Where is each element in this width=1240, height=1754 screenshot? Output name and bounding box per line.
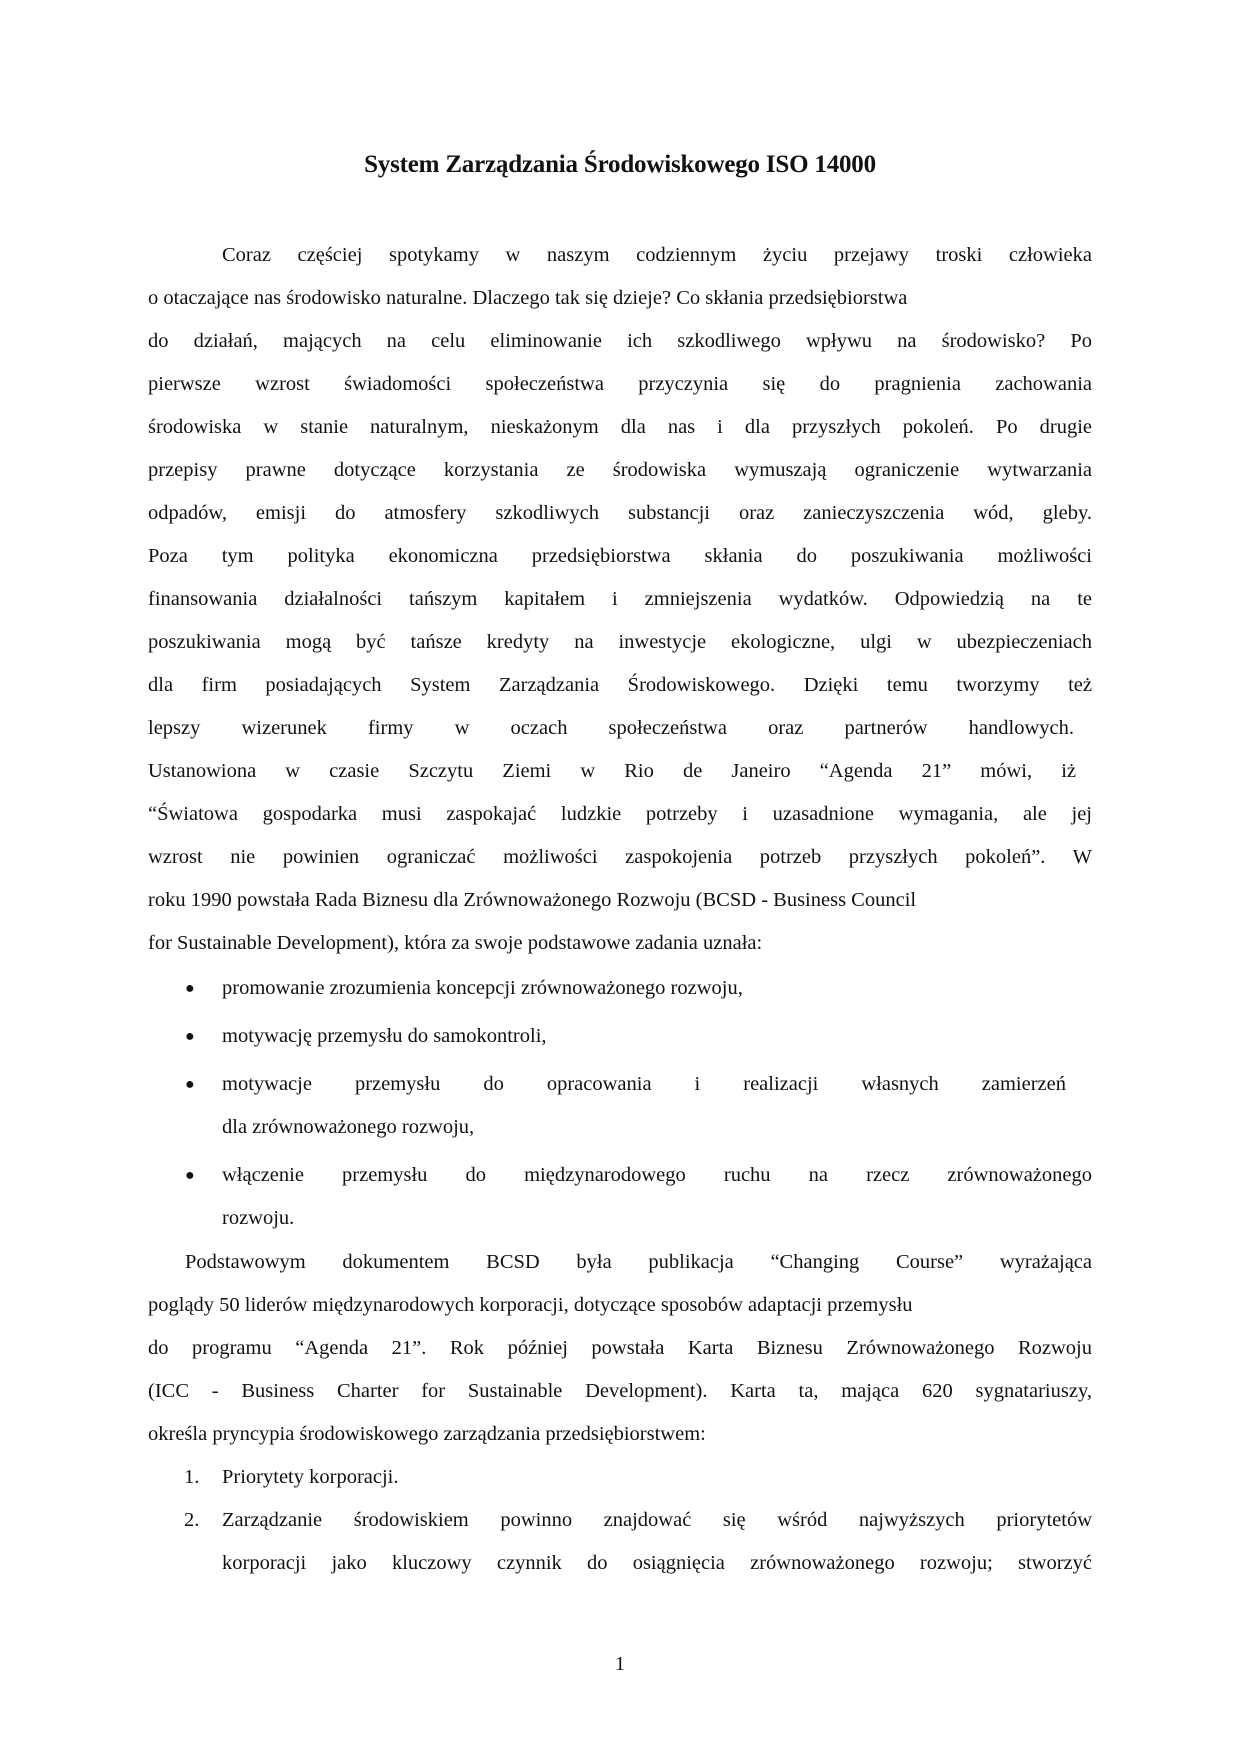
text-line: finansowania działalności tańszym kapitałem i zmniejszenia wydatków. Odpowiedzią na te xyxy=(148,588,1092,610)
paragraph-1 xyxy=(148,234,1092,965)
text-line: poszukiwania mogą być tańsze kredyty na inwestycje ekologiczne, ulgi w ubezpieczeniach xyxy=(148,631,1092,653)
text-line: Poza tym polityka ekonomiczna przedsiębiorstwa skłania do poszukiwania możliwości xyxy=(148,545,1092,567)
text-line: dla zrównoważonego rozwoju, xyxy=(222,1116,475,1138)
bullet-icon: ● xyxy=(185,1076,195,1093)
text-line: do działań, mających na celu eliminowanie ich szkodliwego wpływu na środowisko? Po xyxy=(148,330,1092,352)
text-line: Podstawowym dokumentem BCSD była publikacja “Changing Course” wyrażająca xyxy=(185,1251,1092,1273)
text-line: do programu “Agenda 21”. Rok później powstała Karta Biznesu Zrównoważonego Rozwoju xyxy=(148,1337,1092,1359)
text-line: Ustanowiona w czasie Szczytu Ziemi w Rio de Janeiro “Agenda 21” mówi, iż xyxy=(148,760,1076,782)
numbered-list xyxy=(148,1456,1092,1585)
list-item xyxy=(148,967,1092,1010)
list-item xyxy=(148,1456,1092,1499)
text-line: dla firm posiadających System Zarządzania Środowiskowego. Dzięki temu tworzymy też xyxy=(148,674,1092,696)
text-line: określa pryncypia środowiskowego zarządzania przedsiębiorstwem: xyxy=(148,1423,706,1445)
bullet-icon: ● xyxy=(185,1167,195,1184)
text-line: wzrost nie powinien ograniczać możliwości zaspokojenia potrzeb przyszłych pokoleń”. W xyxy=(148,846,1092,868)
text-line: włączenie przemysłu do międzynarodowego ruchu na rzecz zrównoważonego xyxy=(222,1164,1092,1186)
text-line: odpadów, emisji do atmosfery szkodliwych substancji oraz zanieczyszczenia wód, gleby. xyxy=(148,502,1092,524)
text-line: korporacji jako kluczowy czynnik do osiągnięcia zrównoważonego rozwoju; stworzyć xyxy=(222,1552,1092,1574)
text-line: motywacje przemysłu do opracowania i realizacji własnych zamierzeń xyxy=(222,1073,1066,1095)
text-line: motywację przemysłu do samokontroli, xyxy=(222,1025,547,1047)
text-line: przepisy prawne dotyczące korzystania ze środowiska wymuszają ograniczenie wytwarzania xyxy=(148,459,1092,481)
list-item xyxy=(148,1499,1092,1585)
bullet-icon: ● xyxy=(185,1028,195,1045)
text-line: pierwsze wzrost świadomości społeczeństwa przyczynia się do pragnienia zachowania xyxy=(148,373,1092,395)
text-line: o otaczające nas środowisko naturalne. Dlaczego tak się dzieje? Co skłania przedsiębiorstwa xyxy=(148,287,908,309)
text-line: Coraz częściej spotykamy w naszym codziennym życiu przejawy troski człowieka xyxy=(222,244,1092,266)
list-number: 1. xyxy=(184,1466,200,1488)
list-item xyxy=(148,1154,1092,1240)
document-title: System Zarządzania Środowiskowego ISO 14000 xyxy=(364,151,876,178)
paragraph-2 xyxy=(148,1241,1092,1456)
bullet-icon: ● xyxy=(185,980,195,997)
list-item xyxy=(148,1015,1092,1058)
page-number: 1 xyxy=(614,1653,626,1675)
text-line: (ICC - Business Charter for Sustainable Development). Karta ta, mająca 620 sygnatariuszy, xyxy=(148,1380,1092,1402)
text-line: roku 1990 powstała Rada Biznesu dla Zrównoważonego Rozwoju (BCSD - Business Council xyxy=(148,889,917,911)
text-line: for Sustainable Development), która za swoje podstawowe zadania uznała: xyxy=(148,932,763,954)
text-line: “Światowa gospodarka musi zaspokajać ludzkie potrzeby i uzasadnione wymagania, ale jej xyxy=(148,803,1092,825)
text-line: Priorytety korporacji. xyxy=(222,1466,399,1488)
text-line: rozwoju. xyxy=(222,1207,295,1229)
list-item xyxy=(148,1063,1092,1149)
document-body xyxy=(148,234,1092,1585)
bullet-list xyxy=(148,967,1092,1240)
text-line: poglądy 50 liderów międzynarodowych korporacji, dotyczące sposobów adaptacji przemysłu xyxy=(148,1294,913,1316)
text-line: lepszy wizerunek firmy w oczach społeczeństwa oraz partnerów handlowych. xyxy=(148,717,1074,739)
text-line: promowanie zrozumienia koncepcji zrównoważonego rozwoju, xyxy=(222,977,743,999)
list-number: 2. xyxy=(184,1509,200,1531)
text-line: środowiska w stanie naturalnym, nieskażonym dla nas i dla przyszłych pokoleń. Po drugie xyxy=(148,416,1092,438)
text-line: Zarządzanie środowiskiem powinno znajdować się wśród najwyższych priorytetów xyxy=(222,1509,1092,1531)
